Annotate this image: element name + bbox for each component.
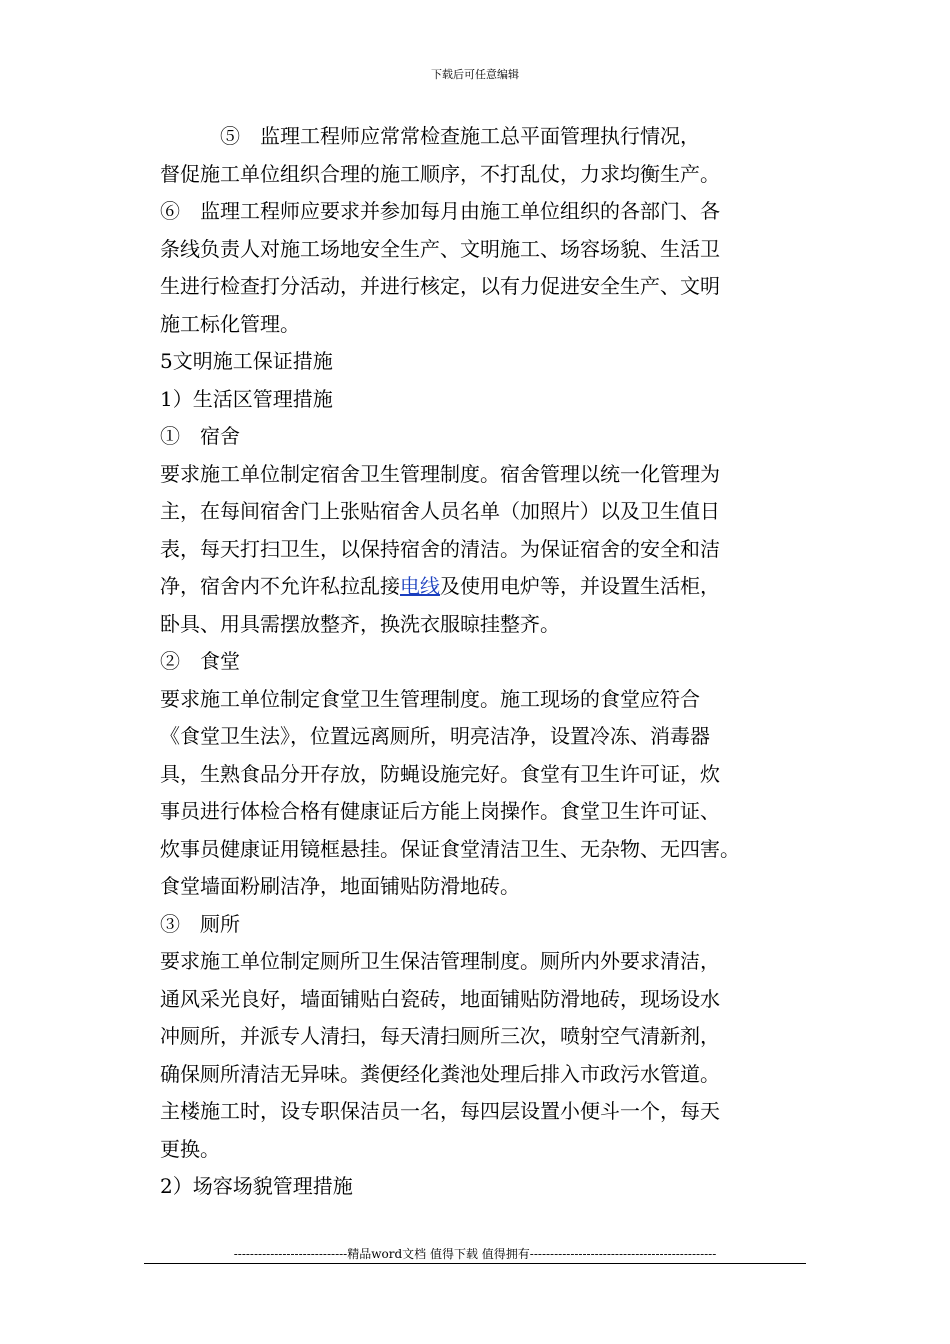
page-footer: ----------------------------精品word文档 值得下载 值得拥有----------------------------------------------: [233, 1247, 717, 1261]
wire-link[interactable]: 电线: [400, 574, 440, 598]
paragraph-line: 主，在每间宿舍门上张贴宿舍人员名单（加照片）以及卫生值日: [160, 499, 720, 523]
paragraph-line: 施工标化管理。: [160, 311, 300, 336]
paragraph-line: 条线负责人对施工场地安全生产、文明施工、场容场貌、生活卫: [160, 236, 720, 261]
paragraph-line: 更换。: [160, 1136, 220, 1161]
paragraph-line: 具，生熟食品分开存放，防蝇设施完好。食堂有卫生许可证，炊: [160, 761, 720, 786]
text-after-link: 及使用电炉等，并设置生活柜，: [440, 574, 720, 598]
paragraph-line: 确保厕所清洁无异味。粪便经化粪池处理后排入市政污水管道。: [160, 1061, 720, 1086]
subsection-heading: 2）场容场貌管理措施: [160, 1174, 353, 1198]
paragraph-line: ⑥ 监理工程师应要求并参加每月由施工单位组织的各部门、各: [160, 199, 720, 223]
subsection-heading: 1）生活区管理措施: [160, 386, 333, 411]
paragraph-line: 表，每天打扫卫生，以保持宿舍的清洁。为保证宿舍的安全和洁: [160, 536, 720, 561]
paragraph-line: 事员进行体检合格有健康证后方能上岗操作。食堂卫生许可证、: [160, 799, 720, 823]
document-body: [160, 118, 800, 1206]
item-heading-dormitory: ① 宿舍: [160, 424, 240, 448]
text-before-link: 净，宿舍内不允许私拉乱接: [160, 574, 400, 598]
item-heading-toilet: ③ 厕所: [160, 911, 240, 936]
paragraph-line: 通风采光良好，墙面铺贴白瓷砖，地面铺贴防滑地砖，现场设水: [160, 986, 720, 1011]
paragraph-line: ⑤ 监理工程师应常常检查施工总平面管理执行情况，: [160, 124, 700, 148]
paragraph-line: 生进行检查打分活动，并进行核定，以有力促进安全生产、文明: [160, 274, 720, 298]
section-heading: 5文明施工保证措施: [160, 349, 333, 373]
paragraph-line: 要求施工单位制定厕所卫生保洁管理制度。厕所内外要求清洁，: [160, 949, 720, 973]
paragraph-line: 要求施工单位制定食堂卫生管理制度。施工现场的食堂应符合: [160, 686, 700, 711]
footer-divider: [144, 1263, 806, 1264]
page-header: 下载后可任意编辑: [431, 68, 519, 81]
paragraph-line: 卧具、用具需摆放整齐，换洗衣服晾挂整齐。: [160, 611, 560, 636]
paragraph-line-with-link: [160, 568, 800, 606]
paragraph-line: 炊事员健康证用镜框悬挂。保证食堂清洁卫生、无杂物、无四害。: [160, 836, 740, 861]
paragraph-line: 食堂墙面粉刷洁净，地面铺贴防滑地砖。: [160, 874, 520, 898]
paragraph-line: 《食堂卫生法》，位置远离厕所，明亮洁净，设置冷冻、消毒器: [160, 724, 710, 748]
paragraph-line: 冲厕所，并派专人清扫，每天清扫厕所三次，喷射空气清新剂，: [160, 1024, 720, 1048]
item-heading-canteen: ② 食堂: [160, 649, 240, 673]
paragraph-line: 要求施工单位制定宿舍卫生管理制度。宿舍管理以统一化管理为: [160, 461, 720, 486]
paragraph-line: 督促施工单位组织合理的施工顺序，不打乱仗，力求均衡生产。: [160, 161, 720, 186]
paragraph-line: 主楼施工时，设专职保洁员一名，每四层设置小便斗一个，每天: [160, 1099, 720, 1123]
